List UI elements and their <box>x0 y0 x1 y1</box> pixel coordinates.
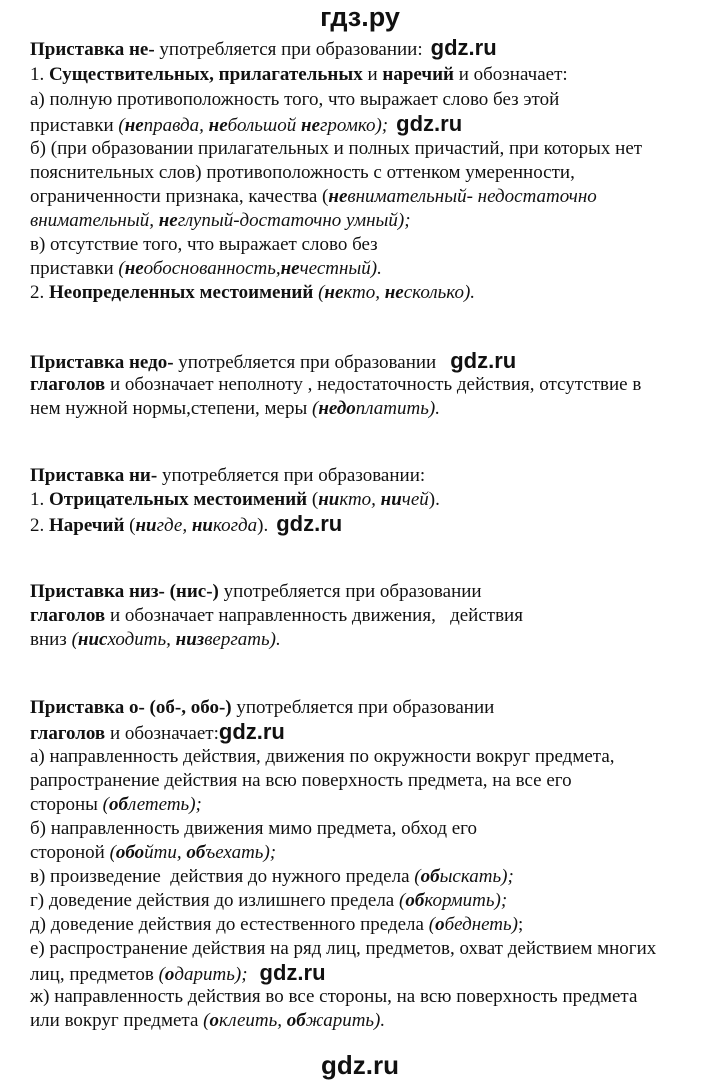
example <box>414 866 514 887</box>
text: ыскать); <box>439 866 514 887</box>
text: внимательный, <box>30 210 159 231</box>
text: и обозначает направленность движения, действия <box>105 605 523 626</box>
text: глупый-достаточно умный); <box>177 210 411 231</box>
text: 2. <box>30 282 49 303</box>
text: где, <box>156 515 192 536</box>
text: стороной <box>30 842 110 863</box>
section-ne-b-line3 <box>30 185 597 209</box>
site-title: гдз.ру <box>320 2 400 32</box>
section-o-zh-line2 <box>30 1009 385 1033</box>
bold-term: наречий <box>382 64 454 85</box>
text: и обозначает неполноту , недостаточность действия, отсутствие в <box>105 374 642 395</box>
prefix-title: Приставка не- <box>30 39 155 60</box>
prefix: об <box>286 1010 306 1031</box>
prefix: ни <box>318 489 340 510</box>
prefix: об <box>405 890 425 911</box>
text: стороны <box>30 794 103 815</box>
text: употребляется при образовании: <box>154 39 423 60</box>
prefix-title: Приставка ни- <box>30 465 158 486</box>
text: ( <box>203 1010 210 1031</box>
prefix: недо <box>318 398 356 419</box>
watermark: gdz.ru <box>430 35 497 60</box>
watermark: gdz.ru <box>259 960 326 985</box>
text: приставки <box>30 258 119 279</box>
text: в) произведение действия до нужного предела <box>30 866 415 887</box>
section-niz-line2 <box>30 604 523 628</box>
example <box>72 629 281 650</box>
text: ( <box>313 282 325 303</box>
prefix: о <box>164 964 175 985</box>
section-ne-b-line2: пояснительных слов) противоположность с оттенком умеренности, <box>30 162 575 183</box>
text: чей <box>401 489 429 510</box>
example <box>328 186 596 207</box>
prefix: об <box>109 794 128 815</box>
watermark: gdz.ru <box>276 511 343 536</box>
example <box>136 515 258 536</box>
text: или вокруг предмета <box>30 1010 204 1031</box>
bold-term: Существительных, прилагательных <box>49 64 363 85</box>
text: лиц, предметов <box>30 964 159 985</box>
text: ( <box>399 890 406 911</box>
text: 1. <box>30 489 49 510</box>
text: правда, <box>143 115 209 136</box>
prefix: ни <box>380 489 402 510</box>
text: употребляется при образовании <box>218 581 482 602</box>
text: 1. <box>30 64 49 85</box>
text: внимательный- недостаточно <box>347 186 597 207</box>
text: ( <box>124 515 136 536</box>
bold-term: глаголов <box>30 605 106 626</box>
text: ( <box>109 842 116 863</box>
section-o-a-line2: рапространение действия на всю поверхность предмета, на все его <box>30 770 572 791</box>
prefix-title: Приставка низ- (нис-) <box>30 581 219 602</box>
section-o-a-line1: а) направленность действия, движения по окружности вокруг предмета, <box>30 746 615 767</box>
text: ходить, <box>107 629 176 650</box>
text: ( <box>118 258 125 279</box>
section-ni-item-2 <box>30 512 342 538</box>
section-ne-heading <box>30 36 497 62</box>
prefix: не <box>124 115 144 136</box>
text: ( <box>312 398 319 419</box>
section-ne-v-line1: в) отсутствие того, что выражает слово без <box>30 234 378 255</box>
section-ne-a-line1: а) полную противоположность того, что выражает слово без этой <box>30 89 560 110</box>
prefix: не <box>384 282 404 303</box>
prefix: о <box>435 914 445 935</box>
text: ). <box>257 515 269 536</box>
text: вергать). <box>204 629 281 650</box>
section-ne-b-line1: б) (при образовании прилагательных и полных причастий, при которых нет <box>30 138 643 159</box>
text: приставки <box>30 115 119 136</box>
text: нем нужной нормы,степени, меры <box>30 398 313 419</box>
text: ( <box>158 964 165 985</box>
text: сколько). <box>403 282 476 303</box>
text: и обозначает: <box>453 64 568 85</box>
section-niz-heading <box>30 580 482 604</box>
watermark: gdz.ru <box>396 111 463 136</box>
text: употребляется при образовании <box>231 697 495 718</box>
example <box>318 489 429 510</box>
watermark: gdz.ru <box>450 348 517 373</box>
section-nedo-line3 <box>30 397 440 421</box>
bold-term: глаголов <box>30 723 106 744</box>
text: ). <box>428 489 440 510</box>
prefix: обо <box>115 842 145 863</box>
section-o-v <box>30 865 514 889</box>
prefix-title: Приставка недо- <box>30 352 174 373</box>
prefix: не <box>324 282 344 303</box>
section-ne-b-line4 <box>30 209 411 233</box>
text: лететь); <box>127 794 202 815</box>
prefix: не <box>158 210 178 231</box>
prefix: нис <box>77 629 108 650</box>
text: обоснованность, <box>143 258 281 279</box>
section-ne-item-2 <box>30 281 475 305</box>
example <box>110 842 277 863</box>
text: громко); <box>320 115 389 136</box>
section-o-b-line2 <box>30 841 276 865</box>
prefix: ни <box>135 515 157 536</box>
example <box>159 964 248 985</box>
text: ( <box>414 866 421 887</box>
text: ( <box>428 914 436 935</box>
text: большой <box>227 115 302 136</box>
text: ъехать); <box>205 842 277 863</box>
example <box>313 282 475 303</box>
text: кто, <box>339 489 381 510</box>
bold-term: Наречий <box>49 515 125 536</box>
watermark: gdz.ru <box>218 719 285 744</box>
text: и обозначает: <box>105 723 219 744</box>
section-ne-a-line2 <box>30 112 462 138</box>
example <box>399 890 507 911</box>
bold-term: Отрицательных местоимений <box>49 489 308 510</box>
prefix: низ <box>175 629 205 650</box>
prefix: не <box>301 115 320 136</box>
section-o-line2 <box>30 720 285 746</box>
text: честный). <box>299 258 382 279</box>
text: и <box>362 64 383 85</box>
example <box>103 794 202 815</box>
example <box>203 1010 385 1031</box>
section-o-d <box>30 913 523 937</box>
prefix: о <box>209 1010 219 1031</box>
section-o-e-line1: е) распространение действия на ряд лиц, предметов, охват действием многих <box>30 938 657 959</box>
section-ni-heading <box>30 464 425 488</box>
section-o-a-line3 <box>30 793 202 817</box>
section-ne-item-1 <box>30 63 568 87</box>
section-nedo-heading <box>30 349 516 375</box>
prefix: не <box>208 115 228 136</box>
section-nedo-line2 <box>30 373 641 397</box>
text: ; <box>518 914 524 935</box>
prefix: ни <box>191 515 213 536</box>
text: когда <box>212 515 258 536</box>
text: ( <box>102 794 109 815</box>
footer-watermark: gdz.ru <box>321 1050 399 1080</box>
section-o-b-line1: б) направленность движения мимо предмета, обход его <box>30 818 477 839</box>
text: дарить); <box>174 964 248 985</box>
text: 2. <box>30 515 49 536</box>
text: употребляется при образовании <box>173 352 437 373</box>
text: жарить). <box>305 1010 386 1031</box>
text: йти, <box>144 842 187 863</box>
section-o-g <box>30 889 507 913</box>
text: употребляется при образовании: <box>157 465 426 486</box>
section-o-e-line2 <box>30 961 326 987</box>
example <box>118 115 388 136</box>
section-ne-v-line2 <box>30 257 382 281</box>
text: д) доведение действия до естественного предела <box>30 914 429 935</box>
section-o-heading <box>30 696 494 720</box>
text: ( <box>118 115 125 136</box>
example <box>429 914 518 935</box>
text: г) доведение действия до излишнего предела <box>30 890 399 911</box>
text: клеить, <box>218 1010 287 1031</box>
section-niz-line3 <box>30 628 281 652</box>
text: вниз <box>30 629 72 650</box>
text: ( <box>71 629 78 650</box>
text: ( <box>307 489 319 510</box>
text: ограниченности признака, качества ( <box>30 186 329 207</box>
bold-term: глаголов <box>30 374 106 395</box>
bold-term: Неопределенных местоимений <box>49 282 314 303</box>
prefix: не <box>328 186 348 207</box>
prefix: не <box>280 258 300 279</box>
text: кормить); <box>424 890 508 911</box>
prefix-title: Приставка о- (об-, обо-) <box>30 697 232 718</box>
section-ni-item-1 <box>30 488 440 512</box>
example <box>312 398 440 419</box>
text: кто, <box>343 282 385 303</box>
prefix: не <box>124 258 144 279</box>
prefix: об <box>186 842 206 863</box>
example <box>30 210 411 231</box>
text: платить). <box>355 398 440 419</box>
text: беднеть) <box>444 914 518 935</box>
prefix: об <box>420 866 440 887</box>
example <box>118 258 382 279</box>
section-o-zh-line1: ж) направленность действия во все стороны, на всю поверхность предмета <box>30 986 638 1007</box>
